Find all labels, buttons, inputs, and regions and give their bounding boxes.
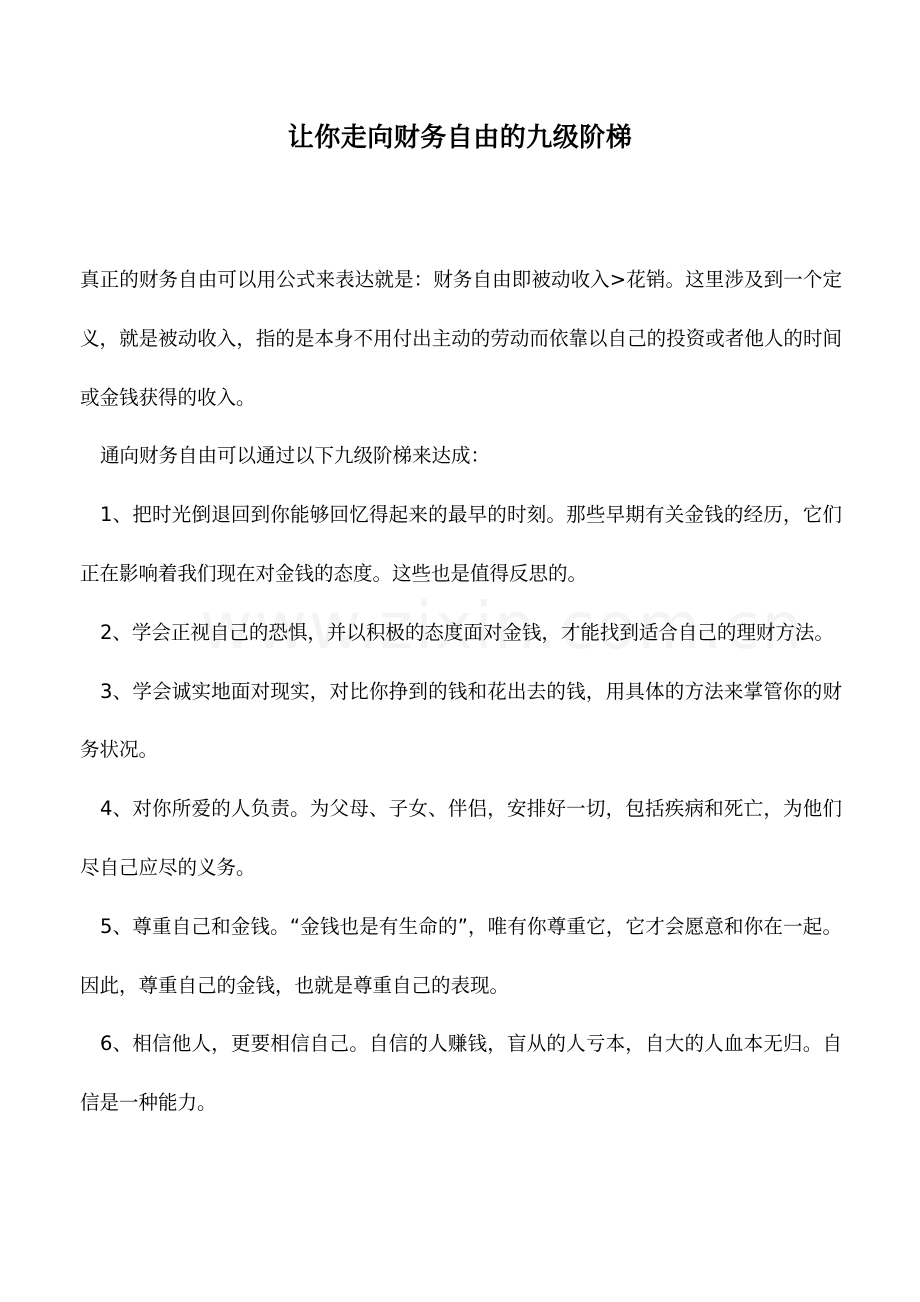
- lead-paragraph: 通向财务自由可以通过以下九级阶梯来达成：: [100, 444, 491, 468]
- intro-paragraph: 真正的财务自由可以用公式来表达就是：财务自由即被动收入>花销。这里涉及到一个定义，就是被动收入，指的是本身不用付出主动的劳动而依靠以自己的投资或者他人的时间或金钱获得的收入。: [80, 268, 842, 409]
- step-paragraph-1: 1、把时光倒退回到你能够回忆得起来的最早的时刻。那些早期有关金钱的经历，它们正在影响着我们现在对金钱的态度。这些也是值得反思的。: [80, 503, 842, 585]
- step-paragraph-2: 2、学会正视自己的恐惧，并以积极的态度面对金钱，才能找到适合自己的理财方法。: [100, 620, 834, 644]
- step-paragraph-6: 6、相信他人，更要相信自己。自信的人赚钱，盲从的人亏本，自大的人血本无归。自信是一种能力。: [80, 1032, 842, 1115]
- document-title: 让你走向财务自由的九级阶梯: [287, 123, 633, 153]
- step-paragraph-4: 4、对你所爱的人负责。为父母、子女、伴侣，安排好一切，包括疾病和死亡，为他们尽自己应尽的义务。: [80, 797, 842, 879]
- step-paragraph-5: 5、尊重自己和金钱。“金钱也是有生命的”，唯有你尊重它，它才会愿意和你在一起。因此，尊重自己的金钱，也就是尊重自己的表现。: [80, 914, 842, 997]
- step-paragraph-3: 3、学会诚实地面对现实，对比你挣到的钱和花出去的钱，用具体的方法来掌管你的财务状况。: [80, 679, 842, 762]
- document-body: [80, 251, 842, 1133]
